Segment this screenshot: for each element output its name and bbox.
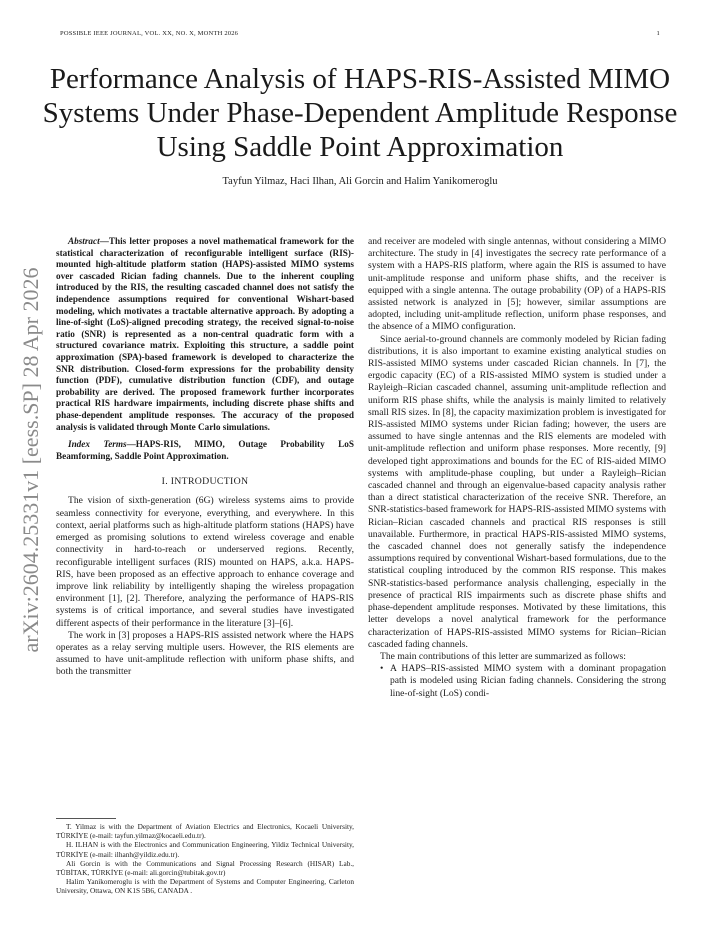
arxiv-sidebar xyxy=(14,250,48,670)
author-list: Tayfun Yilmaz, Haci Ilhan, Ali Gorcin and Halim Yanikomeroglu xyxy=(222,176,498,187)
running-header: POSSIBLE IEEE JOURNAL, VOL. XX, NO. X, MONTH 2026 xyxy=(60,30,239,37)
paper-title: Performance Analysis of HAPS-RIS-Assisted MIMO Systems Under Phase-Dependent Amplitude Response Using Saddle Point Approximation xyxy=(42,63,678,163)
index-terms-text: —HAPS-RIS, MIMO, Outage Probability LoS Beamforming, Saddle Point Approximation. xyxy=(56,439,355,461)
footnote-4: Halim Yanikomeroglu is with the Department of Systems and Computer Engineering, Carleton University, Ottawa, ON K1S 5B6, CANADA . xyxy=(56,877,354,896)
footnote-1: T. Yilmaz is with the Department of Aviation Electrics and Electronics, Kocaeli University, TÜRKİYE (e-mail: tayfun.yilmaz@kocaeli.edu.tr). xyxy=(56,822,354,841)
right-column xyxy=(368,236,666,700)
arxiv-identifier: arXiv:2604.25331v1 [eess.SP] 28 Apr 2026 xyxy=(18,267,43,653)
author-footnotes xyxy=(56,822,354,896)
abstract-text: —This letter proposes a novel mathematical framework for the statistical characterization of reconfigurable intelligent surface (RIS)-mounted high-altitude platform station (HAPS)-assisted MIMO systems over cascaded Rician fading channels. Due to the inherent coupling introduced by the RIS, the resulting cascaded channel does not satisfy the independence assumptions required for conventional Wishart-based modeling, which motivates a tractable alternative approach. By adopting a line-of-sight (LoS)-aligned precoding strategy, the received signal-to-noise ratio (SNR) is represented as a non-central quadratic form with a structured covariance matrix. Exploiting this structure, a saddle point approximation (SPA)-based framework is developed to characterize the SNR distribution. Closed-form expressions for the probability density function (PDF), cumulative distribution function (CDF), and outage probability are derived. The proposed framework further incorporates practical RIS hardware impairments, including discrete phase shifts and phase-dependent amplitude responses. The accuracy of the proposed analysis is validated through Monte Carlo simulations. xyxy=(56,236,354,432)
footnote-2: H. ILHAN is with the Electronics and Communication Engineering, Yildiz Technical University, TÜRKİYE (e-mail: ilhanh@yildiz.edu.tr). xyxy=(56,840,354,859)
left-column xyxy=(56,236,354,679)
footnote-3: Ali Gorcin is with the Communications and Signal Processing Research (HISAR) Lab., TÜBİTAK, TÜRKİYE (e-mail: ali.gorcin@tubitak.gov.tr) xyxy=(56,858,354,878)
page-number: 1 xyxy=(656,30,660,37)
body-paragraph-2: Since aerial-to-ground channels are commonly modeled by Rician fading distributions, it is also important to examine existing analytical studies on RIS-assisted MIMO systems under cascaded Rician channels. In [7], the ergodic capacity (EC) of a RIS-assisted MIMO system is studied under a Rayleigh–Rician cascaded channel, assuming unit-amplitude reflection and uniform RIS phase shifts, while the analysis is mainly limited to relatively small RIS sizes. In [8], the capacity maximization problem is investigated for RIS-assisted MIMO systems under Rician fading; however, the users are assumed to have single antennas and the RIS elements are modeled with unit-amplitude reflection and uniform phase responses. More recently, [9] developed tight approximations and bounds for the EC of RIS-aided MIMO systems with amplitude-phase coupling, but under a Rayleigh–Rician cascaded channel and through an eigenvalue-based capacity analysis rather than a direct statistical characterization of the receive SNR. Therefore, an SNR-statistics-based framework for HAPS-RIS-assisted MIMO systems with Rician–Rician cascaded channels and practical RIS responses is still unavailable. Furthermore, in practical HAPS-RIS-assisted MIMO systems, the cascaded channel does not generally satisfy the independence assumptions required by conventional Wishart-based formulations, due to the statistical coupling introduced by the common RIS response. This makes SNR-statistics-based performance analysis challenging, especially in the presence of practical RIS impairments such as discrete phase shifts and phase-dependent amplitude responses. Motivated by these limitations, this letter develops a novel analytical framework for the performance characterization of HAPS-RIS-assisted MIMO systems for Rician–Rician cascaded fading channels. xyxy=(368,333,666,650)
intro-paragraph-2: The work in [3] proposes a HAPS-RIS assisted network where the HAPS operates as a relay serving multiple users. However, the RIS elements are assumed to have unit-amplitude reflection with uniform phase shifts, and both the transmitter xyxy=(56,629,354,678)
section-heading-introduction: I. INTRODUCTION xyxy=(161,476,249,488)
index-terms xyxy=(56,439,354,462)
contributions-list xyxy=(368,663,666,700)
abstract-label: Abstract xyxy=(68,236,100,246)
body-paragraph-3: The main contributions of this letter are summarized as follows: xyxy=(380,650,626,662)
intro-paragraph-1: The vision of sixth-generation (6G) wireless systems aims to provide seamless connectivity for everyone, everything, and everywhere. In this context, aerial platforms such as high-altitude platform stations (HAPS) have emerged as promising solutions to extend wireless coverage and enable connectivity in hard-to-reach or underserved regions. Recently, reconfigurable intelligent surfaces (RIS) mounted on HAPS, a.k.a. HAPS-RIS, have been proposed as an effective approach to enhance coverage and improve link reliability by intelligently shaping the wireless propagation environment [1], [2]. Therefore, analyzing the performance of HAPS-RIS systems is of critical importance, and several studies have investigated different aspects of their performance in the literature [3]–[6]. xyxy=(56,495,354,629)
index-terms-label: Index Terms xyxy=(68,439,127,450)
abstract xyxy=(56,236,354,433)
body-paragraph-1: and receiver are modeled with single antennas, without considering a MIMO architecture. The study in [4] investigates the secrecy rate performance of a system with a HAPS-RIS platform, where again the RIS is assumed to have unit-amplitude response and uniform phase shifts, and the receiver is equipped with a single antenna. The outage probability (OP) of a HAPS-RIS assisted network is analyzed in [5]; however, similar assumptions are adopted, including unit-amplitude reflection, uniform phase responses, and the absence of a MIMO configuration. xyxy=(368,236,666,333)
footnote-divider xyxy=(56,818,116,819)
list-item: • A HAPS–RIS-assisted MIMO system with a dominant propagation path is modeled using Rician fading channels. Considering the strong line-of-sight (LoS) condi- xyxy=(380,663,666,700)
